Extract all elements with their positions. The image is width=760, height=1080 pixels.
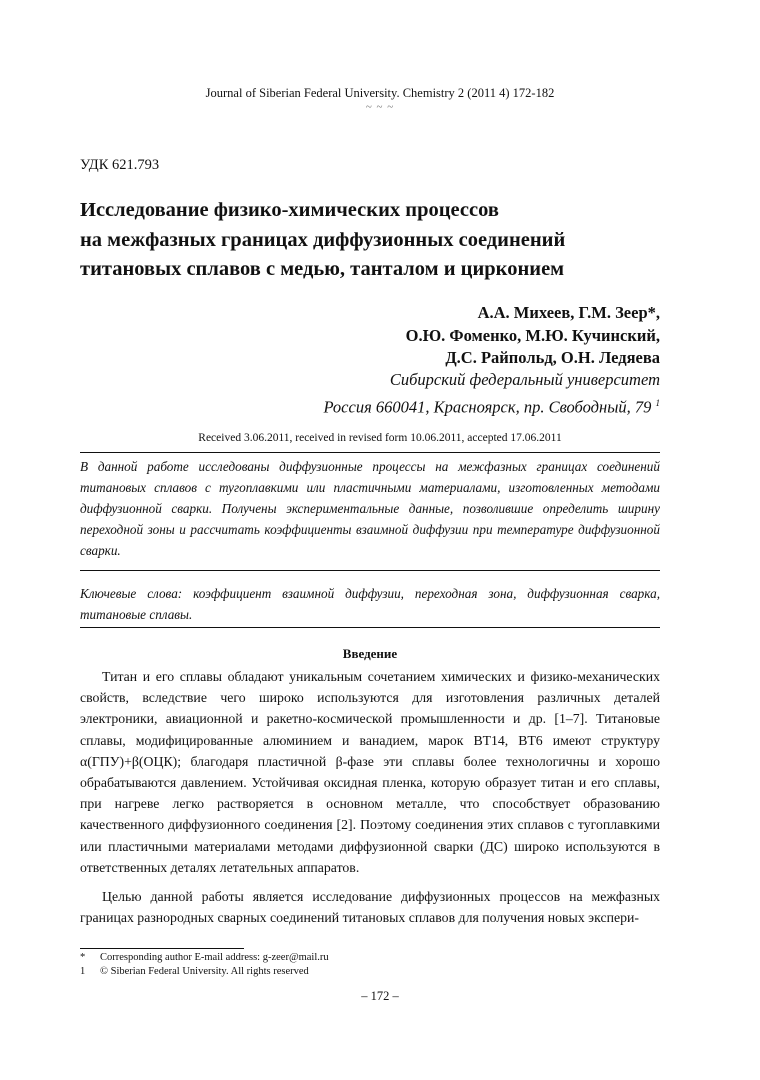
author-line: Д.С. Райпольд, О.Н. Ледяева — [445, 348, 660, 367]
abstract-text: В данной работе исследованы диффузионные процессы на межфазных границах соединений титановых сплавов с тугоплавкими или пластичными материалами, изготовленных методами диффузионной сварки. Получены экспериментальные данные, позволившие определить ширину переходной зоны и рассчитать коэффициенты взаимной диффузии при температуре диффузионной сварки. — [80, 459, 660, 558]
body-text — [80, 666, 660, 936]
body-paragraph: Титан и его сплавы обладают уникальным сочетанием химических и физико-механических свойств, вследствие чего широко используются для изготовления различных деталей электроники, авиационной и ракетно-космической промышленности и др. [1–7]. Титановые сплавы, модифицированные алюминием и ванадием, марок ВТ14, ВТ6 имеют структуру α(ГПУ)+β(ОЦК); благодаря пластичной β-фазе эти сплавы более технологичны и хорошо обрабатываются давлением. Устойчивая оксидная пленка, которую образует титан и его сплавы, при нагреве легко растворяется в основном металле, что способствует образованию качественного диффузионного соединения [2]. Поэтому соединения этих сплавов с тугоплавкими или пластичными материалами методами диффузионной сварки (ДС) широко используются в ответственных деталях летательных аппаратов. — [80, 669, 660, 875]
title-line: титановых сплавов с медью, танталом и цирконием — [80, 258, 565, 280]
author-line: А.А. Михеев, Г.М. Зеер*, — [477, 303, 660, 322]
journal-header: Journal of Siberian Federal University. Chemistry 2 (2011 4) 172-182 — [205, 86, 555, 100]
header-ornament: ~ ~ ~ — [365, 101, 395, 113]
author-line: О.Ю. Фоменко, М.Ю. Кучинский, — [405, 325, 660, 345]
section-heading: Введение — [342, 646, 398, 661]
footnote-item — [80, 965, 660, 979]
footnote-rule — [80, 948, 244, 949]
affiliation-address-text: Россия 660041, Красноярск, пр. Свободный, 79 — [323, 397, 652, 416]
body-paragraph: Целью данной работы является исследование диффузионных процессов на межфазных границах разнородных сварных соединений титановых сплавов для получения новых экспери- — [80, 889, 660, 926]
page-number: – 172 – — [361, 989, 399, 1003]
affiliation-block — [323, 369, 660, 419]
footnote-mark: 1 — [80, 965, 86, 977]
abstract-top-rule — [80, 452, 660, 453]
footnote-mark: * — [80, 952, 86, 963]
udk-code: УДК 621.793 — [80, 157, 160, 173]
received-dates: Received 3.06.2011, received in revised form 10.06.2011, accepted 17.06.2011 — [198, 432, 562, 444]
footnote-text: © Siberian Federal University. All rights reserved — [100, 965, 309, 977]
affiliation-address — [323, 392, 660, 419]
affiliation-university: Сибирский федеральный университет — [389, 370, 660, 389]
keywords-bottom-rule — [80, 627, 660, 628]
title-line: Исследование физико-химических процессов — [80, 199, 499, 221]
footnote-text: Corresponding author E-mail address: g-zeer@mail.ru — [100, 952, 329, 963]
article-title — [80, 196, 680, 285]
footnotes — [80, 951, 660, 978]
keywords-text: Ключевые слова: коэффициент взаимной диффузии, переходная зона, диффузионная сварка, титановые сплавы. — [80, 586, 660, 622]
affiliation-footnote-mark: 1 — [655, 397, 660, 408]
authors-block — [406, 302, 660, 370]
abstract-bottom-rule — [80, 570, 660, 571]
title-line: на межфазных границах диффузионных соединений — [80, 228, 566, 251]
footnote-item — [80, 951, 660, 965]
